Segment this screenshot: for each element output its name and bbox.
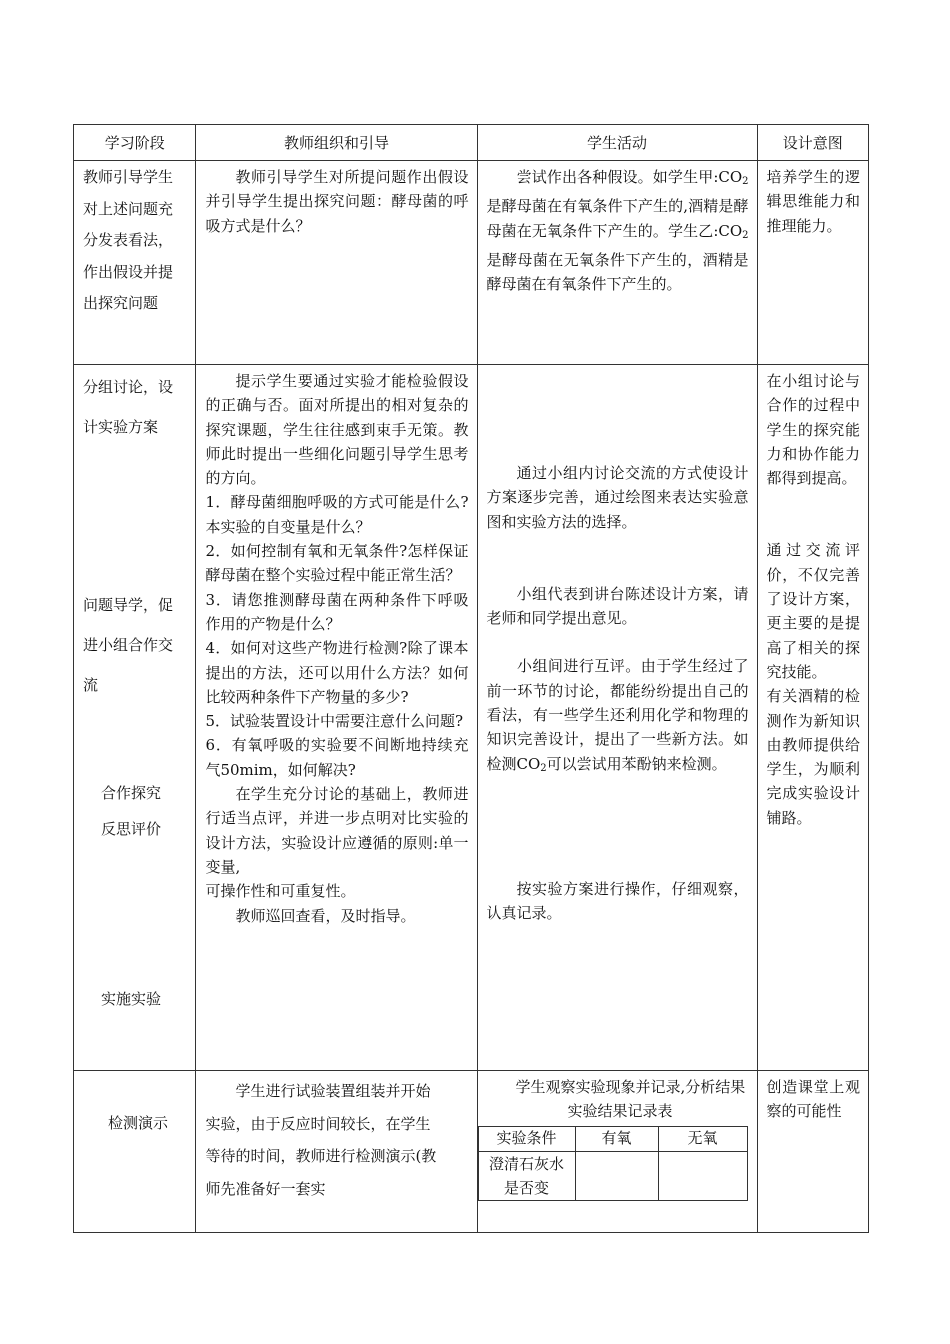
stage-line: 教师引导学生: [83, 168, 174, 186]
lesson-plan-table: [73, 124, 869, 1233]
teacher-question: 4．如何对这些产物进行检测?除了课本提出的方法，还可以用什么方法？如何比较两种条件下产物量的多少?: [205, 639, 469, 706]
result-header: 实验条件: [478, 1126, 575, 1151]
stage-cell: [74, 1071, 196, 1233]
result-header: 有氧: [575, 1126, 658, 1151]
student-text: 小组间进行互评。由于学生经过了前一环节的讨论，都能纷纷提出自己的看法，有一些学生还利用化学和物理的知识完善设计，提出了一些新方法。如检测$CO_2$可以尝试用苯酚钠来检测。: [486, 657, 749, 774]
teacher-summary: 在学生充分讨论的基础上，教师进行适当点评，并进一步点明对比实验的设计方法，实验设计应遵循的原则:单一变量,: [205, 785, 469, 876]
student-cell: [477, 365, 757, 1071]
stage-line: 对上述问题充: [83, 199, 174, 218]
header-student: 学生活动: [477, 125, 757, 161]
stage-line: 计实验方案: [83, 418, 159, 436]
result-cell: [658, 1151, 747, 1200]
result-cell: [575, 1151, 658, 1200]
stage-line: 分组讨论，设: [83, 378, 174, 396]
header-intent: 设计意图: [757, 125, 868, 161]
intent-cell: [757, 161, 868, 365]
teacher-intro: 提示学生要通过实验才能检验假设的正确与否。面对所提出的相对复杂的探究课题，学生往往感到束手无策。教师此时提出一些细化问题引导学生思考的方向。: [205, 372, 469, 488]
teacher-question: 3．请您推测酵母菌在两种条件下呼吸作用的产物是什么？: [205, 590, 469, 633]
student-cell: [477, 161, 757, 365]
stage-cell: [74, 161, 196, 365]
student-cell: [477, 1071, 757, 1233]
table-row: [74, 1071, 869, 1233]
table-row: [74, 161, 869, 365]
student-text: 通过小组内讨论交流的方式使设计方案逐步完善，通过绘图来表达实验意图和实验方法的选择。: [486, 464, 749, 531]
teacher-cell: [196, 161, 477, 365]
student-text: 学生观察实验现象并记录,分析结果: [515, 1078, 746, 1096]
stage-cell: [74, 365, 196, 1071]
intent-text: 有关酒精的检测作为新知识由教师提供给学生，为顺利完成实验设计铺路。: [766, 687, 860, 827]
header-stage: 学习阶段: [74, 125, 196, 161]
student-text: 小组代表到讲台陈述设计方案，请老师和同学提出意见。: [486, 584, 749, 628]
stage-line: 作出假设并提: [83, 262, 174, 281]
intent-text: 创造课堂上观察的可能性: [766, 1078, 860, 1121]
result-row-label: 澄清石灰水是否变: [478, 1151, 575, 1200]
teacher-text: 教师引导学生对所提问题作出假设并引导学生提出探究问题：酵母菌的呼吸方式是什么？: [205, 168, 469, 235]
student-text: 尝试作出各种假设。如学生甲$:CO_2$是酵母菌在有氧条件下产生的,酒精是酵母菌在无氧条件下产生的。学生乙$:CO_2$是酵母菌在无氧条件下产生的，酒精是酵母菌在有氧条件下产生的。: [486, 168, 749, 294]
teacher-cell: [196, 365, 477, 1071]
intent-cell: [757, 365, 868, 1071]
teacher-question: 1．酵母菌细胞呼吸的方式可能是什么?本实验的自变量是什么？: [205, 493, 469, 536]
intent-cell: [757, 1071, 868, 1233]
result-table: [478, 1126, 748, 1201]
teacher-question: 2．如何控制有氧和无氧条件?怎样保证酵母菌在整个实验过程中能正常生活？: [205, 542, 469, 585]
header-row: [74, 125, 869, 161]
teacher-question: 6．有氧呼吸的实验要不间断地持续充气50mim，如何解决?: [205, 736, 469, 779]
table-row: [74, 365, 869, 1071]
teacher-cell: [196, 1071, 477, 1233]
teacher-question: 5．试验装置设计中需要注意什么问题?: [205, 712, 464, 731]
teacher-summary-2: 可操作性和可重复性。: [205, 882, 356, 901]
stage-line: 合作探究: [101, 784, 162, 802]
stage-line: 流: [83, 676, 99, 694]
teacher-line: 实验，由于反应时间较长，在学生: [205, 1114, 431, 1133]
teacher-line: 学生进行试验装置组装并开始: [235, 1082, 431, 1100]
teacher-line: 等待的时间，教师进行检测演示(教: [205, 1147, 437, 1165]
header-teacher: 教师组织和引导: [196, 125, 477, 161]
stage-line: 实施实验: [101, 990, 162, 1008]
stage-line: 进小组合作交: [83, 636, 174, 654]
stage-text: 检测演示: [108, 1114, 169, 1132]
result-header: 无氧: [658, 1126, 747, 1151]
stage-line: 出探究问题: [83, 294, 159, 312]
intent-text: 通过交流评价，不仅完善了设计方案，更主要的是提高了相关的探究技能。: [766, 541, 860, 681]
result-table-title: 实验结果记录表: [567, 1102, 673, 1121]
student-text: 按实验方案进行操作，仔细观察，认真记录。: [486, 879, 749, 923]
stage-line: 分发表看法，: [83, 231, 174, 249]
intent-text: 在小组讨论与合作的过程中学生的探究能力和协作能力都得到提高。: [766, 372, 860, 488]
stage-line: 问题导学，促: [83, 596, 174, 614]
teacher-line: 师先准备好一套实: [205, 1179, 326, 1198]
intent-text: 培养学生的逻辑思维能力和推理能力。: [766, 168, 860, 235]
teacher-patrol: 教师巡回查看，及时指导。: [235, 906, 416, 925]
stage-line: 反思评价: [101, 820, 162, 838]
